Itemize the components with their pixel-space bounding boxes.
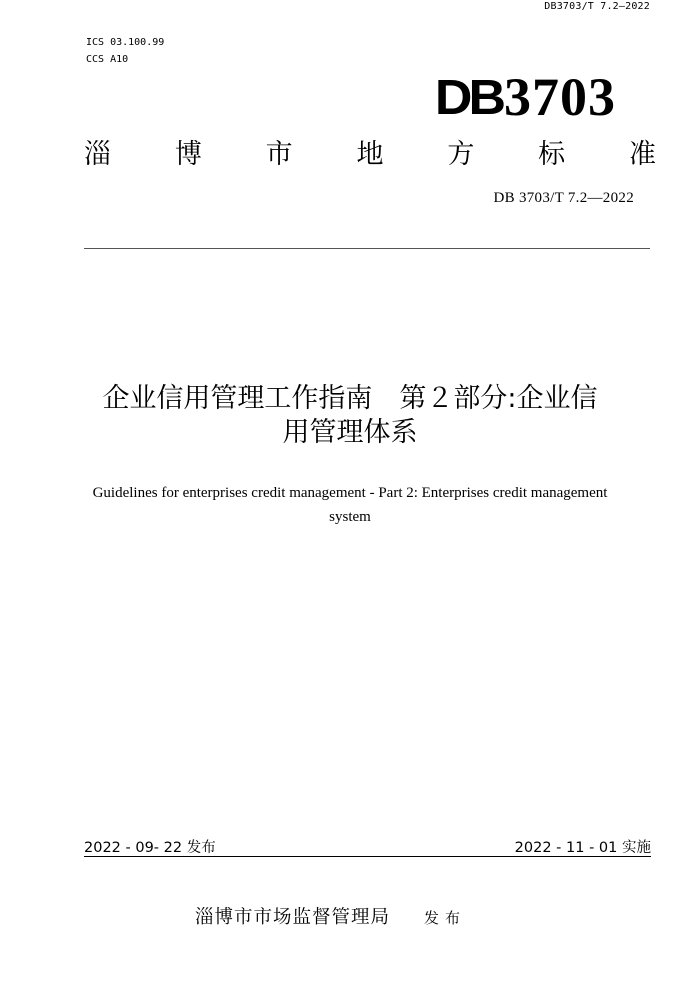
title-english-line-1: Guidelines for enterprises credit management - Part 2: Enterprises credit management <box>92 485 608 501</box>
title-chinese-line-2: 用管理体系 <box>282 417 418 448</box>
publisher-action: 发布 <box>424 909 467 927</box>
standard-type-char: 博 <box>174 139 202 170</box>
implementation-date: 2022 - 11 - 01 实施 <box>514 840 651 856</box>
standard-type-char: 准 <box>628 139 656 170</box>
publisher-line <box>195 903 466 929</box>
standard-type-char: 标 <box>538 139 566 170</box>
standard-type-char: 淄 <box>84 139 111 170</box>
publisher-name: 淄博市市场监督管理局 <box>195 907 391 928</box>
title-english <box>60 481 640 529</box>
ccs-code: CCS A10 <box>86 54 129 65</box>
standard-type-char: 方 <box>447 139 475 170</box>
standard-code: DB 3703/T 7.2—2022 <box>493 190 634 206</box>
title-english-line-2: system <box>329 509 371 525</box>
release-date: 2022 - 09- 22 发布 <box>84 840 216 856</box>
title-chinese-line-1: 企业信用管理工作指南 第２部分:企业信 <box>102 383 598 414</box>
header-doc-code: DB3703/T 7.2—2022 <box>544 1 650 12</box>
header-divider <box>84 248 650 249</box>
db-logo-letters: DB <box>434 70 502 126</box>
ics-code: ICS 03.100.99 <box>86 37 165 48</box>
date-divider <box>84 856 651 857</box>
db-logo-number: 3703 <box>504 67 616 127</box>
standard-type-char: 市 <box>265 139 293 170</box>
db-logo <box>434 67 616 127</box>
title-chinese <box>60 382 640 450</box>
standard-type-heading <box>84 135 656 175</box>
standard-type-char: 地 <box>356 139 384 170</box>
date-row <box>84 838 651 858</box>
